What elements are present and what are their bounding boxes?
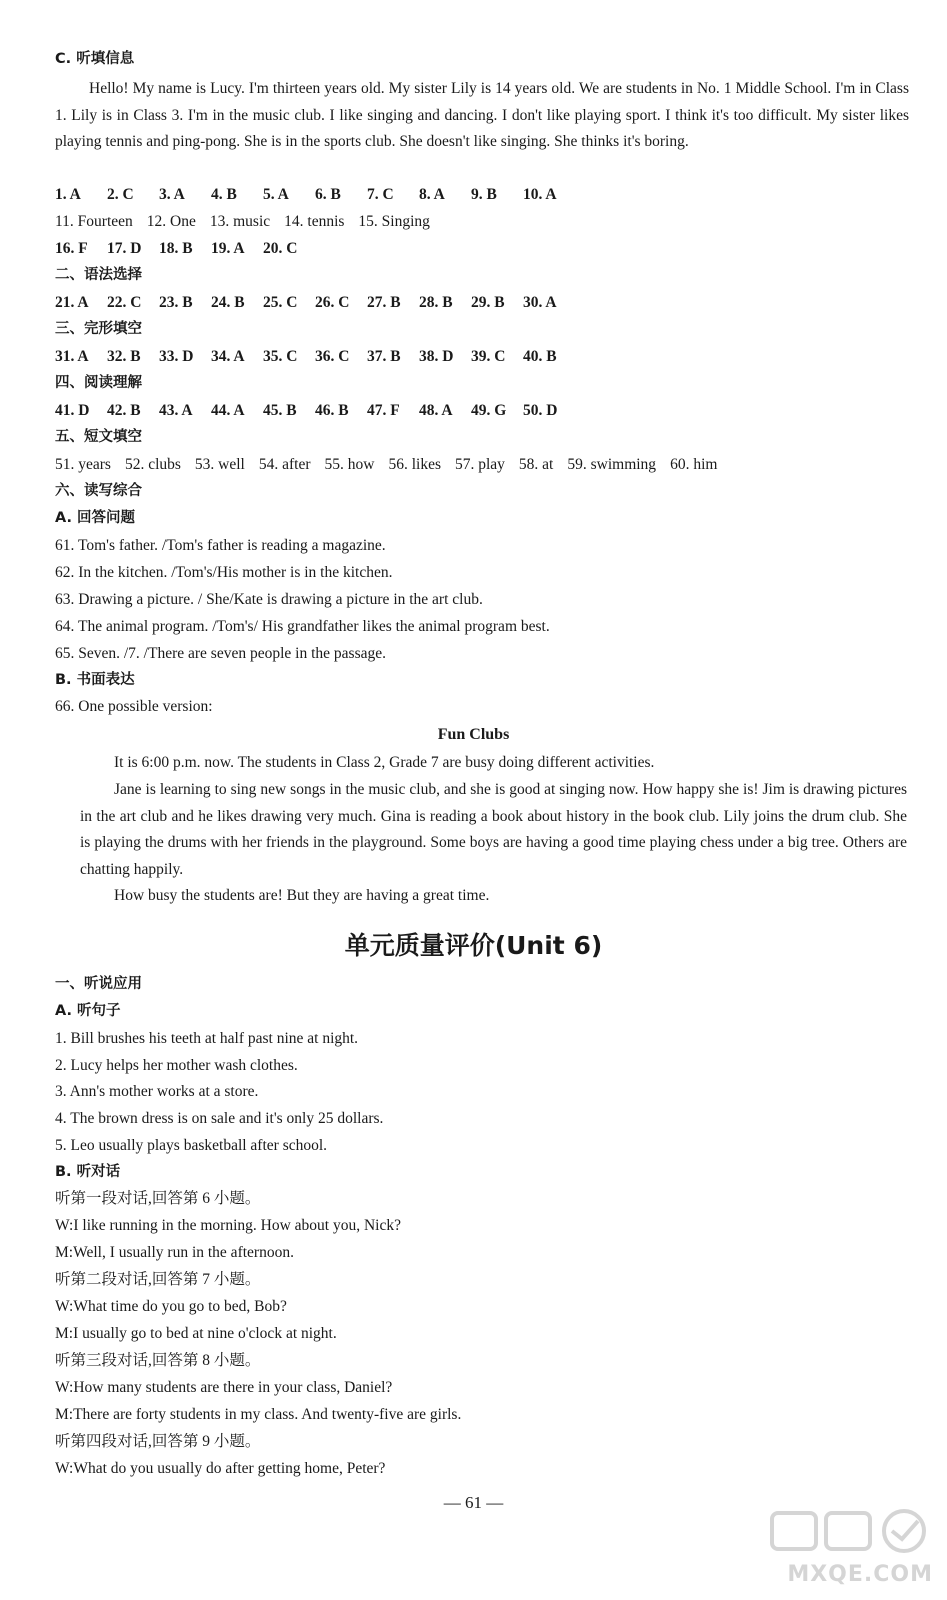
essay-paragraph-2: Jane is learning to sing new songs in the music club, and she is good at singing now. How happy she is! Jim is drawing pictures in the art club and he likes drawing very much. Gina is reading a book about history in the book club. Lily joins the drum club. She is playing the drums with her friends in the playground. Some boys are having a good time playing chess under a big tree. Others are chatting happily. xyxy=(80,781,907,878)
section-c-heading: C. 听填信息 xyxy=(55,51,135,67)
answers-51-60 xyxy=(55,455,731,475)
answer-62: 62. In the kitchen. /Tom's/His mother is in the kitchen. xyxy=(55,564,393,581)
dialogue-2-woman: W:What time do you go to bed, Bob? xyxy=(55,1298,287,1315)
sentence-5: 5. Leo usually plays basketball after school. xyxy=(55,1137,328,1154)
answer-item: 48. A xyxy=(419,402,453,419)
answer-item: 22. C xyxy=(107,294,142,311)
answer-item: 36. C xyxy=(315,348,350,365)
sentence-3: 3. Ann's mother works at a store. xyxy=(55,1083,259,1100)
answer-item: 11. Fourteen xyxy=(55,213,133,230)
answer-item: 9. B xyxy=(471,186,497,203)
dialogue-2-man: M:I usually go to bed at nine o'clock at night. xyxy=(55,1325,337,1342)
answers-16-20 xyxy=(55,239,315,259)
section-5-heading: 五、短文填空 xyxy=(55,429,142,445)
dialogue-3-man: M:There are forty students in my class. And twenty-five are girls. xyxy=(55,1406,462,1423)
answer-item: 4. B xyxy=(211,186,237,203)
answers-31-40 xyxy=(55,347,575,367)
answer-item: 16. F xyxy=(55,240,88,257)
dialogue-3-intro: 听第三段对话,回答第 8 小题。 xyxy=(55,1352,261,1369)
answer-item: 12. One xyxy=(146,213,196,230)
answer-item: 6. B xyxy=(315,186,341,203)
section-4-heading: 四、阅读理解 xyxy=(55,375,142,391)
answer-item: 43. A xyxy=(159,402,193,419)
answer-item: 52. clubs xyxy=(124,456,181,473)
answer-item: 38. D xyxy=(419,348,454,365)
answer-item: 25. C xyxy=(263,294,298,311)
unit-section-b-heading: B. 听对话 xyxy=(55,1164,121,1180)
answer-item: 57. play xyxy=(454,456,505,473)
answer-item: 2. C xyxy=(107,186,134,203)
answers-11-15 xyxy=(55,212,444,232)
unit-section-a-heading: A. 听句子 xyxy=(55,1003,121,1019)
watermark xyxy=(758,1507,933,1587)
answers-21-30 xyxy=(55,293,575,313)
answer-item: 56. likes xyxy=(388,456,441,473)
answer-item: 26. C xyxy=(315,294,350,311)
answer-item: 10. A xyxy=(523,186,557,203)
answer-item: 23. B xyxy=(159,294,193,311)
answer-item: 46. B xyxy=(315,402,349,419)
section-3-heading: 三、完形填空 xyxy=(55,321,142,337)
answer-item: 15. Singing xyxy=(358,213,430,230)
answer-item: 50. D xyxy=(523,402,558,419)
answer-item: 33. D xyxy=(159,348,194,365)
watermark-logo-icon xyxy=(768,1507,933,1555)
answer-item: 40. B xyxy=(523,348,557,365)
answer-item: 54. after xyxy=(258,456,311,473)
answer-item: 34. A xyxy=(211,348,245,365)
answer-item: 13. music xyxy=(209,213,271,230)
answer-item: 1. A xyxy=(55,186,81,203)
answer-item: 59. swimming xyxy=(567,456,657,473)
answer-item: 32. B xyxy=(107,348,141,365)
answer-item: 44. A xyxy=(211,402,245,419)
essay-paragraph-3: How busy the students are! But they are having a great time. xyxy=(114,887,490,904)
answer-item: 18. B xyxy=(159,240,193,257)
unit-section-1-heading: 一、听说应用 xyxy=(55,976,142,992)
answer-item: 55. how xyxy=(324,456,375,473)
answer-item: 60. him xyxy=(670,456,718,473)
answer-item: 3. A xyxy=(159,186,185,203)
answer-61: 61. Tom's father. /Tom's father is reading a magazine. xyxy=(55,537,386,554)
answer-item: 35. C xyxy=(263,348,298,365)
answer-item: 24. B xyxy=(211,294,245,311)
answer-item: 41. D xyxy=(55,402,90,419)
answer-item: 37. B xyxy=(367,348,401,365)
answer-item: 17. D xyxy=(107,240,142,257)
unit-title: 单元质量评价(Unit 6) xyxy=(344,931,603,960)
dialogue-1-man: M:Well, I usually run in the afternoon. xyxy=(55,1244,294,1261)
answer-item: 21. A xyxy=(55,294,89,311)
dialogue-4-intro: 听第四段对话,回答第 9 小题。 xyxy=(55,1433,261,1450)
answer-item: 51. years xyxy=(55,456,111,473)
answer-item: 27. B xyxy=(367,294,401,311)
answer-item: 28. B xyxy=(419,294,453,311)
sentence-2: 2. Lucy helps her mother wash clothes. xyxy=(55,1057,298,1074)
answer-item: 45. B xyxy=(263,402,297,419)
answer-item: 7. C xyxy=(367,186,394,203)
answer-item: 49. G xyxy=(471,402,507,419)
answer-item: 47. F xyxy=(367,402,400,419)
section-6a-heading: A. 回答问题 xyxy=(55,510,136,526)
watermark-text: MXQE.COM xyxy=(787,1562,933,1587)
answer-item: 58. at xyxy=(518,456,554,473)
dialogue-1-woman: W:I like running in the morning. How about you, Nick? xyxy=(55,1217,401,1234)
answers-41-50 xyxy=(55,401,575,421)
answers-1-10 xyxy=(55,185,575,205)
answer-item: 30. A xyxy=(523,294,557,311)
answer-item: 29. B xyxy=(471,294,505,311)
answer-64: 64. The animal program. /Tom's/ His grandfather likes the animal program best. xyxy=(55,618,550,635)
essay-paragraph-1: It is 6:00 p.m. now. The students in Class 2, Grade 7 are busy doing different activities. xyxy=(114,754,655,771)
dialogue-2-intro: 听第二段对话,回答第 7 小题。 xyxy=(55,1271,261,1288)
essay-title: Fun Clubs xyxy=(437,726,510,743)
section-6-heading: 六、读写综合 xyxy=(55,483,142,499)
sentence-1: 1. Bill brushes his teeth at half past nine at night. xyxy=(55,1030,359,1047)
answer-item: 14. tennis xyxy=(284,213,345,230)
answer-item: 5. A xyxy=(263,186,289,203)
answer-63: 63. Drawing a picture. / She/Kate is drawing a picture in the art club. xyxy=(55,591,483,608)
answer-item: 31. A xyxy=(55,348,89,365)
dialogue-4-woman: W:What do you usually do after getting home, Peter? xyxy=(55,1460,386,1477)
answer-item: 42. B xyxy=(107,402,141,419)
answer-66: 66. One possible version: xyxy=(55,698,213,715)
dialogue-3-woman: W:How many students are there in your class, Daniel? xyxy=(55,1379,393,1396)
section-2-heading: 二、语法选择 xyxy=(55,267,142,283)
dialogue-1-intro: 听第一段对话,回答第 6 小题。 xyxy=(55,1190,261,1207)
sentence-4: 4. The brown dress is on sale and it's only 25 dollars. xyxy=(55,1110,384,1127)
answer-item: 53. well xyxy=(194,456,245,473)
answer-item: 20. C xyxy=(263,240,298,257)
listening-passage: Hello! My name is Lucy. I'm thirteen years old. My sister Lily is 14 years old. We are students in No. 1 Middle School. I'm in Class 1. Lily is in Class 3. I'm in the music club. I like singing and dancing. I don't like playing sport. I think it's too difficult. My sister likes playing tennis and ping-pong. She is in the sports club. She doesn't like singing. She thinks it's boring. xyxy=(55,80,909,150)
section-6b-heading: B. 书面表达 xyxy=(55,672,135,688)
answer-item: 39. C xyxy=(471,348,506,365)
answer-65: 65. Seven. /7. /There are seven people in the passage. xyxy=(55,645,386,662)
answer-item: 8. A xyxy=(419,186,445,203)
answer-item: 19. A xyxy=(211,240,245,257)
page-number: — 61 — xyxy=(443,1493,504,1512)
